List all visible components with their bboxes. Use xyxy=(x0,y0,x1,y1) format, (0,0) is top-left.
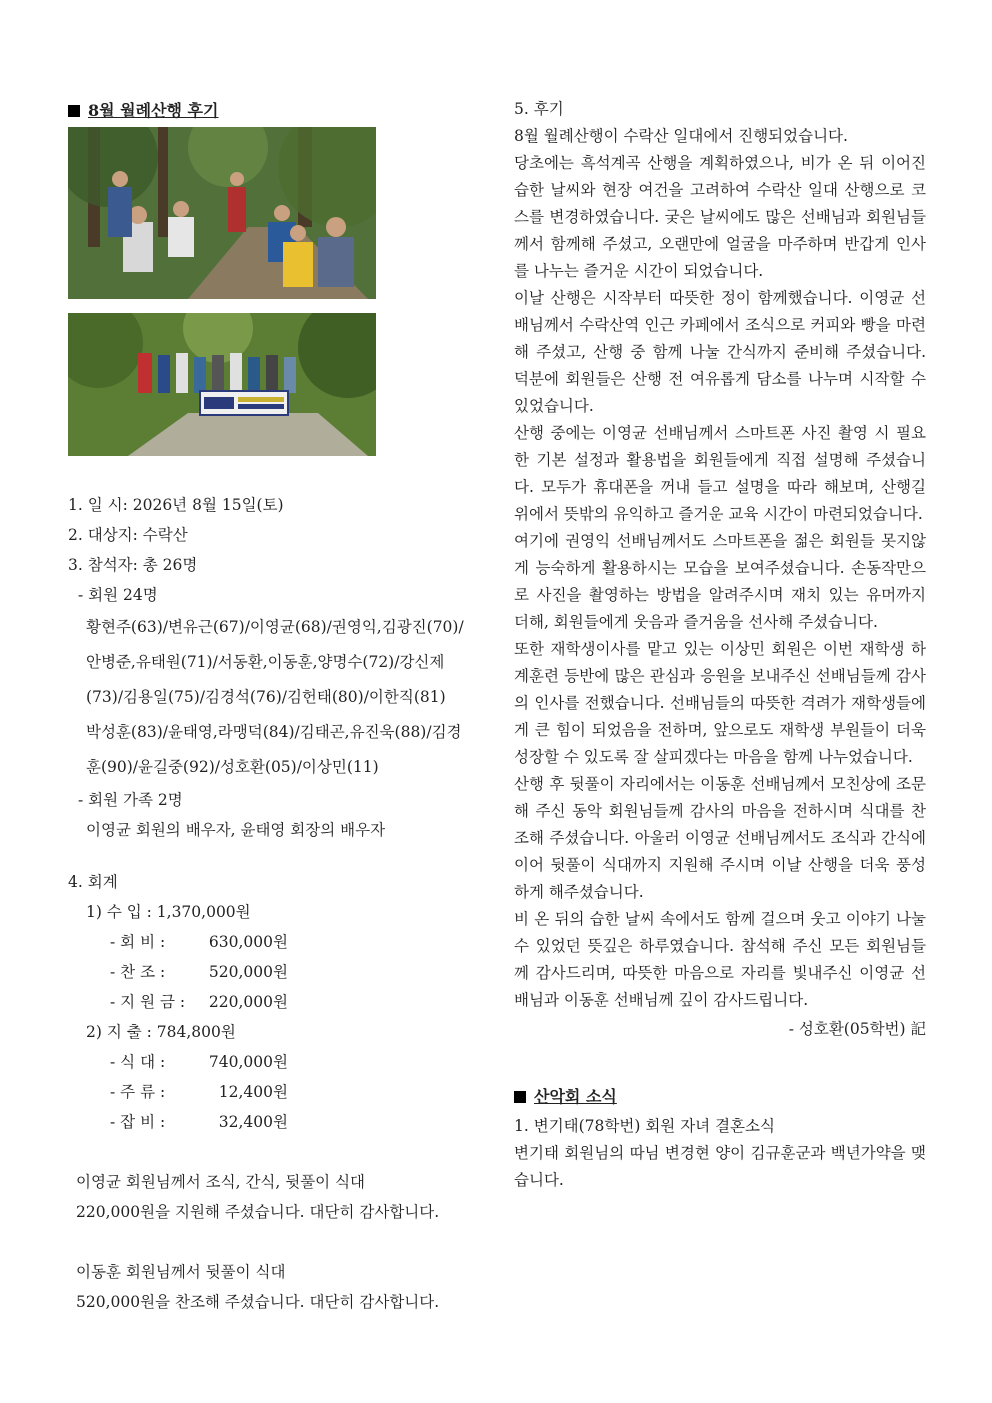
review-heading: 5. 후기 xyxy=(514,100,564,118)
member-names-line: 박성훈(83)/윤태영,라맹덕(84)/김태곤,유진욱(88)/김경 xyxy=(86,723,462,741)
members-heading: - 회원 24명 xyxy=(78,586,158,604)
trip-info xyxy=(68,490,488,610)
forest-scene-1 xyxy=(68,127,376,299)
accounting xyxy=(68,867,488,1137)
member-names-line: (73)/김용일(75)/김경석(76)/김헌태(80)/이한직(81) xyxy=(86,688,446,706)
family-info xyxy=(68,785,488,845)
expense-item: - 식 대 : 740,000원 xyxy=(110,1053,288,1071)
review-paragraph: 여기에 권영익 선배님께서도 스마트폰을 젊은 회원들 못지않게 능숙하게 활용하시는 모습을 보여주셨습니다. 손동작만으로 사진을 촬영하는 방법을 알려주시며 재치 있는 유머까지 더해, 회원들에게 웃음과 즐거움을 선사해 주셨습니다. xyxy=(514,532,926,631)
expense-item: - 잡 비 : 32,400원 xyxy=(110,1113,288,1131)
author-signature: - 성호환(05학번) 記 xyxy=(788,1020,926,1038)
income-item: - 회 비 : 630,000원 xyxy=(110,933,288,951)
square-bullet-icon xyxy=(68,105,80,117)
photo-group-resting xyxy=(68,127,376,299)
review-paragraph: 비 온 뒤의 습한 날씨 속에서도 함께 걸으며 웃고 이야기 나눌 수 있었던 뜻깊은 하루였습니다. 참석해 주신 모든 회원님들께 감사드리며, 따뜻한 마음으로 자리를 빛내주신 이영균 선배님과 이동훈 선배님께 깊이 감사드립니다. xyxy=(514,910,926,1009)
info-place: 2. 대상지: 수락산 xyxy=(68,526,188,544)
news-item-heading: 1. 변기태(78학번) 회원 자녀 결혼소식 xyxy=(514,1117,775,1135)
info-attendees: 3. 참석자: 총 26명 xyxy=(68,556,198,574)
accounting-heading: 4. 회계 xyxy=(68,873,118,891)
family-heading: - 회원 가족 2명 xyxy=(78,791,183,809)
section-title-hike: 8월 월례산행 후기 xyxy=(68,98,488,121)
news-item-text: 변기태 회원님의 따님 변경현 양이 김규훈군과 백년가약을 맺습니다. xyxy=(514,1144,926,1189)
family-names: 이영균 회원의 배우자, 윤태영 회장의 배우자 xyxy=(86,821,386,839)
member-names-line: 안병준,유태원(71)/서동환,이동훈,양명수(72)/강신제 xyxy=(86,653,445,671)
income-item: - 지 원 금 : 220,000원 xyxy=(110,993,288,1011)
left-column xyxy=(68,98,488,1317)
review-paragraph: 당초에는 흑석계곡 산행을 계획하였으나, 비가 온 뒤 이어진 습한 날씨와 현장 여건을 고려하여 수락산 일대 산행으로 코스를 변경하였습니다. 궂은 날씨에도 많은 선배님과 회원님들께서 함께해 주셨고, 오랜만에 얼굴을 마주하며 반갑게 인사를 나누는 즐거운 시간이 되었습니다. xyxy=(514,154,926,280)
income-line: 1) 수 입 : 1,370,000원 xyxy=(86,903,251,921)
review-paragraph: 산행 중에는 이영균 선배님께서 스마트폰 사진 촬영 시 필요한 기본 설정과 활용법을 회원들에게 직접 설명해 주셨습니다. 모두가 휴대폰을 꺼내 들고 설명을 따라 해보며, 산행길 위에서 뜻밖의 유익하고 즐거운 교육 시간이 마련되었습니다. xyxy=(514,424,926,523)
member-names-line: 훈(90)/윤길중(92)/성호환(05)/이상민(11) xyxy=(86,758,379,776)
review-paragraph: 8월 월례산행이 수락산 일대에서 진행되었습니다. xyxy=(514,127,848,145)
member-names xyxy=(68,610,488,785)
review-paragraph: 산행 후 뒷풀이 자리에서는 이동훈 선배님께서 모친상에 조문해 주신 동악 회원님들께 감사의 마음을 전하시며 식대를 찬조해 주셨습니다. 아울러 이영균 선배님께서도 조식과 간식에 이어 뒷풀이 식대까지 지원해 주시며 이날 산행을 더욱 풍성하게 해주셨습니다. xyxy=(514,775,926,901)
income-item: - 찬 조 : 520,000원 xyxy=(110,963,288,981)
thanks-note-2: 이동훈 회원님께서 뒷풀이 식대 520,000원을 찬조해 주셨습니다. 대단히 감사합니다. xyxy=(76,1263,440,1311)
right-column xyxy=(514,96,926,1194)
section-title-news: 산악회 소식 xyxy=(514,1084,926,1107)
photo-group-banner xyxy=(68,313,376,456)
info-date: 1. 일 시: 2026년 8월 15일(토) xyxy=(68,496,284,514)
thanks-note-1: 이영균 회원님께서 조식, 간식, 뒷풀이 식대 220,000원을 지원해 주셨습니다. 대단히 감사합니다. xyxy=(76,1173,440,1221)
expense-line: 2) 지 출 : 784,800원 xyxy=(86,1023,236,1041)
review-paragraph: 이날 산행은 시작부터 따뜻한 정이 함께했습니다. 이영균 선배님께서 수락산역 인근 카페에서 조식으로 커피와 빵을 마련해 주셨고, 산행 중 함께 나눌 간식까지 준비해 주셨습니다. 덕분에 회원들은 산행 전 여유롭게 담소를 나누며 시작할 수 있었습니다. xyxy=(514,289,926,415)
member-names-line: 황현주(63)/변유근(67)/이영균(68)/권영익,김광진(70)/ xyxy=(86,618,464,636)
forest-scene-2 xyxy=(68,313,376,456)
review-paragraph: 또한 재학생이사를 맡고 있는 이상민 회원은 이번 재학생 하계훈련 등반에 많은 관심과 응원을 보내주신 선배님들께 감사의 인사를 전했습니다. 선배님들의 따뜻한 격려가 재학생들에게 큰 힘이 되었음을 전하며, 앞으로도 재학생 부원들이 더욱 성장할 수 있도록 잘 살피겠다는 마음을 함께 나누었습니다. xyxy=(514,640,926,766)
square-bullet-icon xyxy=(514,1091,526,1103)
expense-item: - 주 류 : 12,400원 xyxy=(110,1083,288,1101)
